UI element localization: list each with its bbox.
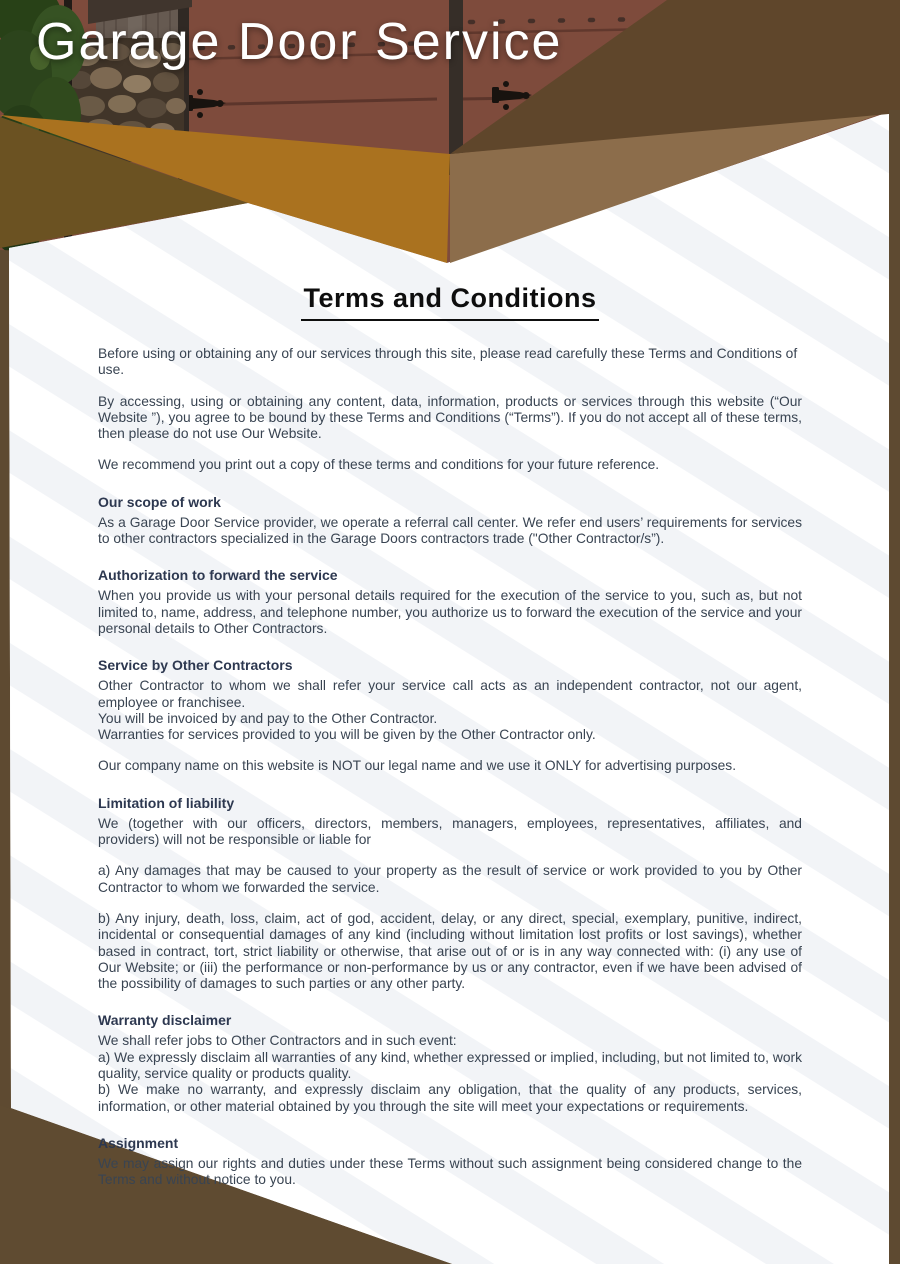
paragraph: You will be invoiced by and pay to the Other Contractor.: [98, 710, 438, 726]
paragraph: When you provide us with your personal details required for the execution of the service to you, such as, but not limited to, name, address, and telephone number, you authorize us to forward the execution of the service and your personal details to Other Contractors.: [98, 588, 802, 636]
section-heading: Service by Other Contractors: [98, 657, 293, 674]
right-frame-strip: [889, 110, 900, 1264]
page-title: [98, 281, 802, 321]
section-heading: Authorization to forward the service: [98, 567, 338, 584]
paragraph: As a Garage Door Service provider, we operate a referral call center. We refer end users’ requirements for services to other contractors specialized in the Garage Doors contractors trade ("Other Contractor/s”).: [98, 514, 802, 547]
paragraph: Before using or obtaining any of our services through this site, please read carefully these Terms and Conditions of use.: [98, 346, 798, 378]
section-heading: Our scope of work: [98, 493, 221, 510]
section-heading: Limitation of liability: [98, 794, 235, 811]
paragraph: b) We make no warranty, and expressly disclaim any obligation, that the quality of any products, services, information, or other material obtained by you through the site will meet your expectations or requirements.: [98, 1082, 802, 1114]
paragraph: b) Any injury, death, loss, claim, act of god, accident, delay, or any direct, special, exemplary, punitive, indirect, incidental or consequential damages of any kind (including without limitation lost profits or lost savings), whether based in contract, tort, strict liability or otherwise, that arise out of or is in any way connected with: (i) any use of Our Website; or (iii) the performance or non-performance by us or any contractor, even if we have been advised of the possibility of damages to such parties or any other party.: [98, 910, 802, 992]
paragraph: a) Any damages that may be caused to your property as the result of service or work provided to you by Other Contractor to whom we forwarded the service.: [98, 863, 802, 895]
paragraph: By accessing, using or obtaining any content, data, information, products or services through this website (“Our Website ”), you agree to be bound by these Terms and Conditions (“Terms”). If you do not accept all of these terms, then please do not use Our Website.: [98, 393, 802, 442]
paragraph: Other Contractor to whom we shall refer your service call acts as an independent contractor, not our agent, employee or franchisee.: [98, 678, 802, 710]
paragraph: Our company name on this website is NOT our legal name and we use it ONLY for advertising purposes.: [98, 758, 737, 774]
site-title: Garage Door Service: [36, 13, 563, 71]
paragraph: We (together with our officers, directors, members, managers, employees, representatives, affiliates, and providers) will not be responsible or liable for: [98, 815, 802, 848]
paragraph: Warranties for services provided to you will be given by the Other Contractor only.: [98, 727, 596, 743]
section-heading: Assignment: [98, 1134, 179, 1151]
section-heading: Warranty disclaimer: [98, 1012, 232, 1029]
paragraph: We shall refer jobs to Other Contractors and in such event:: [98, 1033, 457, 1049]
terms-content: [98, 0, 802, 1189]
paragraph: a) We expressly disclaim all warranties of any kind, whether expressed or implied, including, but not limited to, work quality, service quality or products quality.: [98, 1049, 802, 1082]
page-title-text: Terms and Conditions: [301, 281, 598, 321]
paragraph: We recommend you print out a copy of these terms and conditions for your future reference.: [98, 457, 660, 473]
paragraph: We may assign our rights and duties under these Terms without such assignment being considered change to the Terms and without notice to you.: [98, 1155, 802, 1188]
